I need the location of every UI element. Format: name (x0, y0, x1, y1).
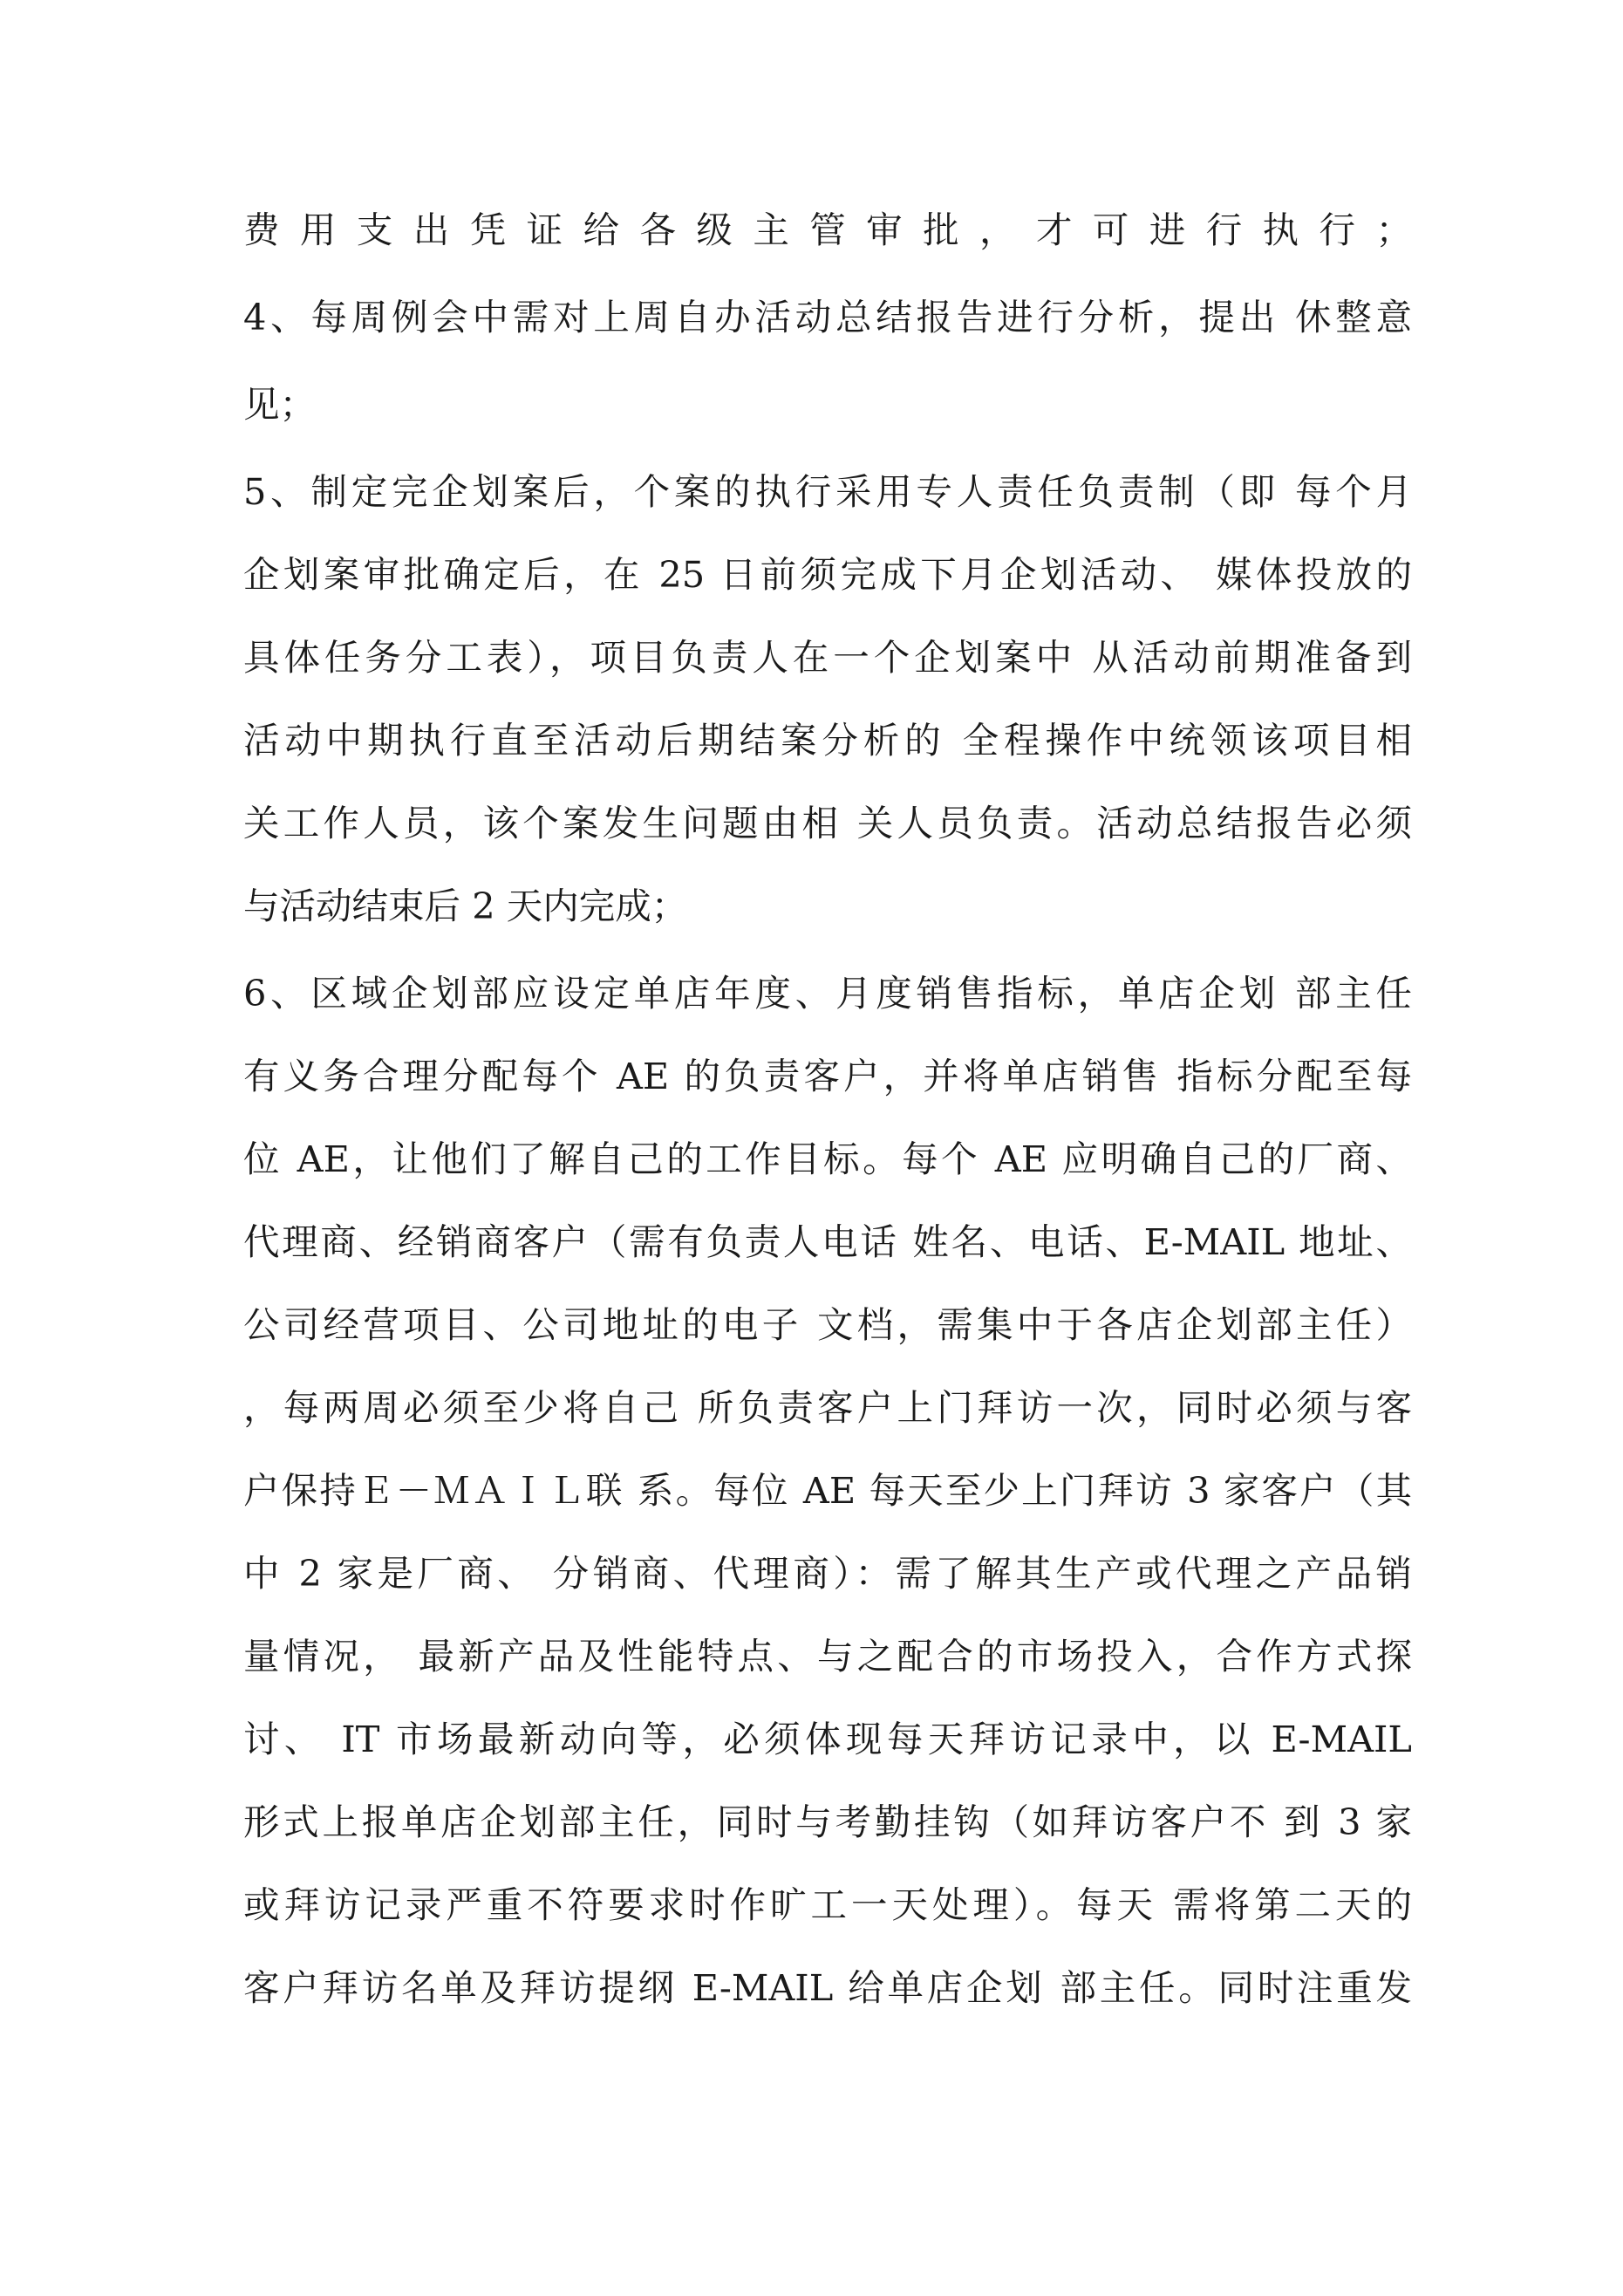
paragraph-line: 5、制定完企划案后，个案的执行采用专人责任负责制（即 每个月 (243, 470, 1412, 513)
paragraph-line: 户保持Ｅ－ＭＡＩＬ联 系。每位 AE 每天至少上门拜访 3 家客户（其 (243, 1469, 1412, 1512)
paragraph-line: 活动中期执行直至活动后期结案分析的 全程操作中统领该项目相 (243, 719, 1412, 762)
paragraph-line: 6、区域企划部应设定单店年度、月度销售指标，单店企划 部主任 (243, 972, 1412, 1015)
paragraph-line: 企划案审批确定后，在 25 日前须完成下月企划活动、 媒体投放的 (243, 553, 1412, 596)
paragraph-line: 量情况， 最新产品及性能特点、与之配合的市场投入，合作方式探 (243, 1635, 1412, 1678)
paragraph-line: ，每两周必须至少将自己 所负责客户上门拜访一次，同时必须与客 (243, 1386, 1412, 1429)
paragraph-line: 客户拜访名单及拜访提纲 E-MAIL 给单店企划 部主任。同时注重发 (243, 1966, 1412, 2009)
paragraph-line: 或拜访记录严重不符要求时作旷工一天处理）。每天 需将第二天的 (243, 1883, 1412, 1926)
paragraph-line: 有义务合理分配每个 AE 的负责客户，并将单店销售 指标分配至每 (243, 1055, 1412, 1097)
paragraph-line: 见； (243, 383, 317, 426)
paragraph-line: 具体任务分工表），项目负责人在一个企划案中 从活动前期准备到 (243, 636, 1412, 679)
paragraph-line: 关工作人员，该个案发生问题由相 关人员负责。活动总结报告必须 (243, 802, 1412, 844)
paragraph-line: 费用支出凭证给各级主管审批，才可进行执行； (243, 208, 1412, 251)
paragraph-line: 4、每周例会中需对上周自办活动总结报告进行分析，提出 休整意 (243, 296, 1412, 338)
paragraph-line: 讨、 IT 市场最新动向等，必须体现每天拜访记录中，以 E-MAIL (243, 1718, 1412, 1760)
paragraph-line: 代理商、经销商客户（需有负责人电话 姓名、电话、E-MAIL 地址、 (243, 1220, 1412, 1263)
paragraph-line: 与活动结束后 2 天内完成； (243, 885, 688, 927)
paragraph-line: 位 AE，让他们了解自己的工作目标。每个 AE 应明确自己的厂商、 (243, 1138, 1412, 1180)
paragraph-line: 公司经营项目、公司地址的电子 文档，需集中于各店企划部主任） (243, 1303, 1412, 1346)
paragraph-line: 形式上报单店企划部主任，同时与考勤挂钩（如拜访客户不 到 3 家 (243, 1801, 1412, 1843)
paragraph-line: 中 2 家是厂商、 分销商、代理商）：需了解其生产或代理之产品销 (243, 1552, 1412, 1595)
